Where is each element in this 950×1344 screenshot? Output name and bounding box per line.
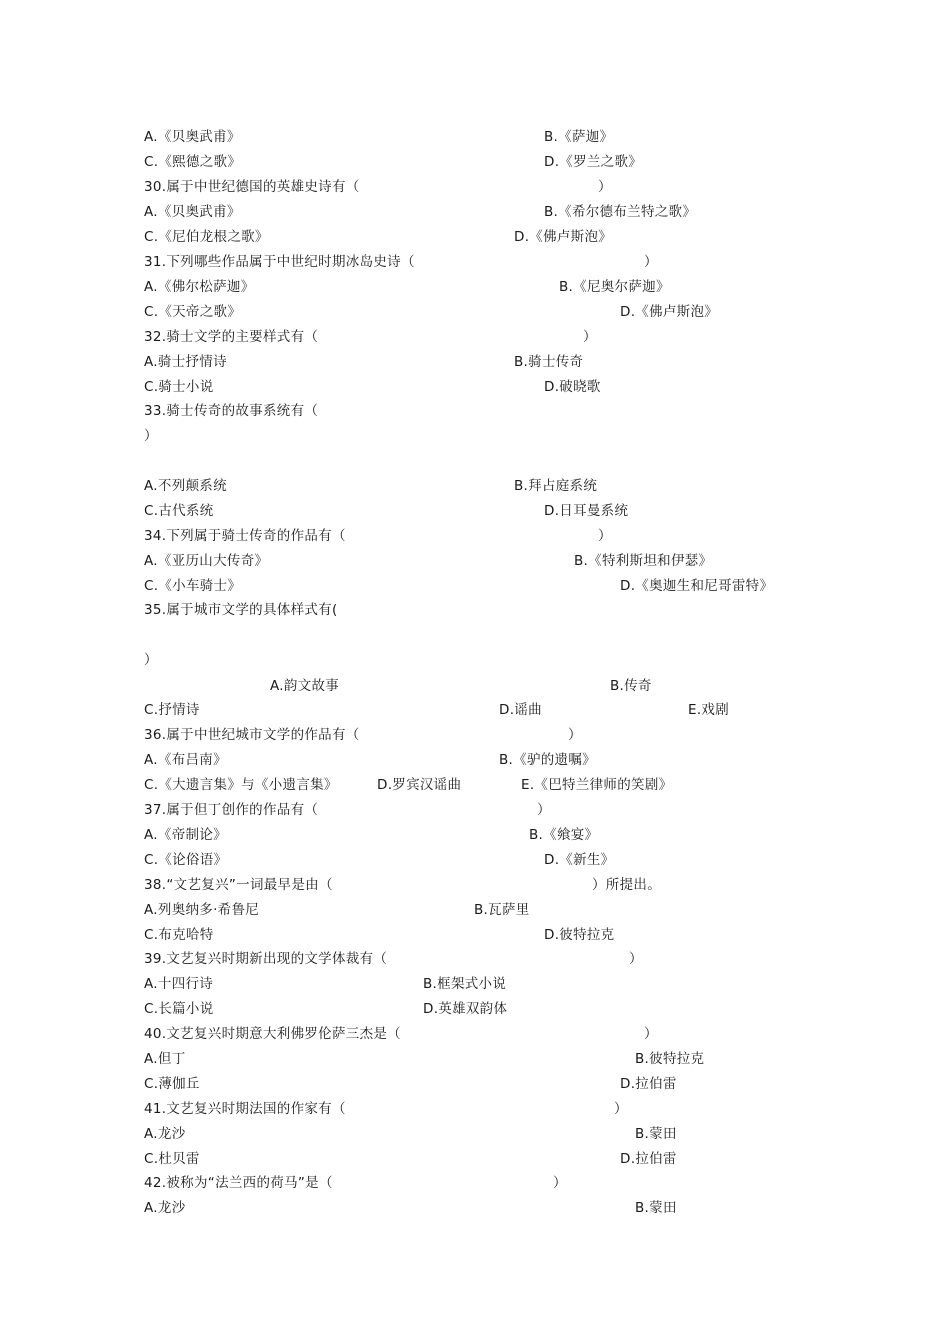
text-line: E.《巴特兰律师的笑剧》	[521, 777, 673, 793]
text-line: B.拜占庭系统	[514, 478, 598, 494]
question-42: 42.被称为“法兰西的荷马”是（	[144, 1175, 333, 1191]
text-line: A.十四行诗	[144, 976, 214, 992]
text-line: A.骑士抒情诗	[144, 354, 227, 370]
text-line: B.《飨宴》	[529, 827, 599, 843]
text-line: C.《论俗语》	[144, 852, 228, 868]
text-line: D.《佛卢斯泡》	[620, 304, 719, 320]
text-line: B.《尼奥尔萨迦》	[559, 279, 670, 295]
question-31: 31.下列哪些作品属于中世纪时期冰岛史诗（	[144, 254, 415, 270]
question-39: 39.文艺复兴时期新出现的文学体裁有（	[144, 951, 388, 967]
question-32: 32.骑士文学的主要样式有（	[144, 329, 319, 345]
text-line: ）所提出。	[592, 877, 661, 893]
text-line: D.破晓歌	[544, 379, 601, 395]
text-line: D.谣曲	[499, 702, 542, 718]
text-line: A.《贝奥武甫》	[144, 204, 241, 220]
text-line: C.布克哈特	[144, 927, 214, 943]
text-line: A.不列颠系统	[144, 478, 227, 494]
text-line: ）	[568, 727, 582, 743]
text-line: B.蒙田	[635, 1126, 677, 1142]
text-line: ）	[583, 329, 597, 345]
text-line: A.《帝制论》	[144, 827, 227, 843]
text-line: B.《萨迦》	[544, 129, 614, 145]
text-line: D.拉伯雷	[620, 1076, 677, 1092]
text-line: ）	[629, 951, 643, 967]
question-33: 33.骑士传奇的故事系统有（	[144, 403, 319, 419]
text-line: ）	[553, 1175, 567, 1191]
text-line: ）	[598, 179, 612, 195]
text-line: D.日耳曼系统	[544, 503, 629, 519]
text-line: B.传奇	[610, 678, 652, 694]
text-line: D.《奥迦生和尼哥雷特》	[620, 578, 774, 594]
text-line: C.抒情诗	[144, 702, 200, 718]
text-line: D.罗宾汉谣曲	[377, 777, 462, 793]
question-40: 40.文艺复兴时期意大利佛罗伦萨三杰是（	[144, 1026, 401, 1042]
text-line: A.韵文故事	[270, 678, 340, 694]
question-35: 35.属于城市文学的具体样式有(	[144, 602, 338, 618]
text-line: A.《亚历山大传奇》	[144, 553, 269, 569]
text-line: B.蒙田	[635, 1200, 677, 1216]
text-line: A.但丁	[144, 1051, 186, 1067]
text-line: B.骑士传奇	[514, 354, 584, 370]
text-line: C.古代系统	[144, 503, 214, 519]
question-30: 30.属于中世纪德国的英雄史诗有（	[144, 179, 360, 195]
text-line: ）	[644, 1026, 658, 1042]
text-line: D.英雄双韵体	[423, 1001, 508, 1017]
text-line: ）	[144, 428, 158, 444]
text-line: A.《贝奥武甫》	[144, 129, 241, 145]
text-line: B.《驴的遗嘱》	[499, 752, 596, 768]
text-line: C.长篇小说	[144, 1001, 214, 1017]
text-line: ）	[598, 528, 612, 544]
question-37: 37.属于但丁创作的作品有（	[144, 802, 319, 818]
text-line: D.拉伯雷	[620, 1151, 677, 1167]
question-34: 34.下列属于骑士传奇的作品有（	[144, 528, 346, 544]
text-line: ）	[614, 1101, 628, 1117]
question-36: 36.属于中世纪城市文学的作品有（	[144, 727, 360, 743]
text-line: C.杜贝雷	[144, 1151, 200, 1167]
text-line: A.《佛尔松萨迦》	[144, 279, 255, 295]
text-line: E.戏剧	[688, 702, 730, 718]
text-line: B.框架式小说	[423, 976, 507, 992]
text-line: C.《大遗言集》与《小遗言集》	[144, 777, 338, 793]
text-line: ）	[144, 652, 158, 668]
text-line: D.彼特拉克	[544, 927, 615, 943]
text-line: A.龙沙	[144, 1126, 186, 1142]
text-line: B.《希尔德布兰特之歌》	[544, 204, 697, 220]
text-line: B.《特利斯坦和伊瑟》	[574, 553, 713, 569]
text-line: A.龙沙	[144, 1200, 186, 1216]
text-line: ）	[644, 254, 658, 270]
text-line: A.列奥纳多·希鲁尼	[144, 902, 260, 918]
text-line: C.《熙德之歌》	[144, 154, 242, 170]
text-line: B.彼特拉克	[635, 1051, 705, 1067]
text-line: C.骑士小说	[144, 379, 214, 395]
question-41: 41.文艺复兴时期法国的作家有（	[144, 1101, 346, 1117]
text-line: C.《尼伯龙根之歌》	[144, 229, 269, 245]
text-line: C.《天帝之歌》	[144, 304, 242, 320]
text-line: C.薄伽丘	[144, 1076, 200, 1092]
text-line: C.《小车骑士》	[144, 578, 242, 594]
text-line: D.《佛卢斯泡》	[514, 229, 613, 245]
text-line: A.《布吕南》	[144, 752, 227, 768]
text-line: D.《罗兰之歌》	[544, 154, 643, 170]
text-line: ）	[537, 802, 551, 818]
text-line: B.瓦萨里	[474, 902, 530, 918]
text-line: D.《新生》	[544, 852, 615, 868]
question-38: 38.“文艺复兴”一词最早是由（	[144, 877, 333, 893]
